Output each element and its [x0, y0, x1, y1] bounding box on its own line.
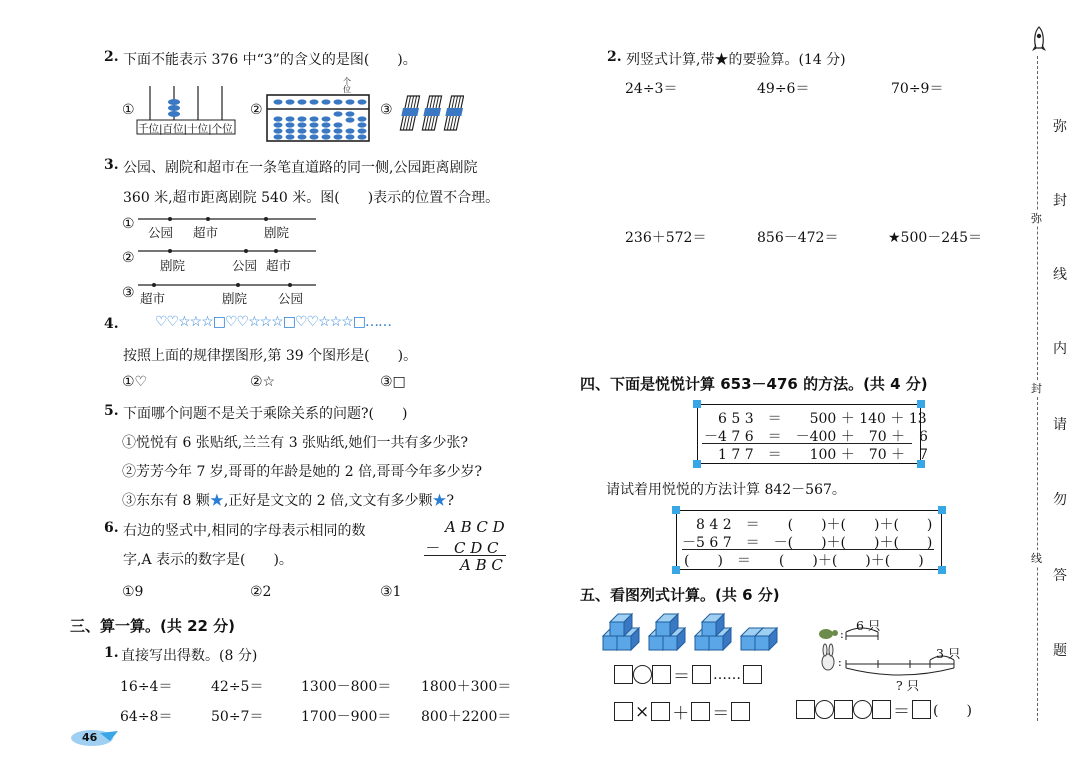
operator-circle[interactable]: [853, 700, 872, 719]
section5-heading: 五、看图列式计算。(共 6 分): [580, 586, 780, 604]
seal-char: 内: [1053, 341, 1067, 357]
q4-option2: ②☆: [250, 374, 276, 390]
q3-r1-label-b: 超市: [193, 225, 219, 240]
box-corner: [672, 506, 680, 514]
q32-r1c1: 24÷3＝: [625, 81, 678, 97]
counting-frame-labels: 千位|百位|十位|个位: [138, 123, 233, 135]
q6-option1: ①9: [122, 584, 144, 600]
method1-row3: 1 7 7 ＝ 100 ＋ 70 ＋ 7: [718, 447, 928, 463]
box-corner: [693, 400, 701, 408]
q2-option3-mark: ③: [380, 102, 393, 118]
answer-box[interactable]: [731, 702, 750, 721]
answer-box[interactable]: [834, 700, 853, 719]
seal-char: 勿: [1053, 492, 1067, 508]
q6-number: 6.: [104, 520, 119, 536]
q3-r2-mark: ②: [122, 250, 135, 266]
abacus-ones-label: 个位: [343, 77, 351, 94]
q4-pattern: ♡♡☆☆☆□♡♡☆☆☆□♡♡☆☆☆□……: [155, 314, 391, 330]
box-corner: [693, 460, 701, 468]
q3-line2: 360 米,超市距离剧院 540 米。图( )表示的位置不合理。: [123, 190, 500, 206]
q3-r2-label-b: 公园: [232, 258, 258, 273]
q6-vertical-row3: A B C: [460, 556, 503, 574]
q3-r2-label-c: 超市: [266, 258, 292, 273]
answer-box[interactable]: [691, 702, 710, 721]
page-number: 46: [82, 731, 98, 744]
q2-number: 2.: [104, 49, 119, 65]
box-corner: [917, 400, 925, 408]
q4-text: 按照上面的规律摆图形,第 39 个图形是( )。: [123, 348, 418, 364]
method2-row3: ( ) ＝ ( )＋( )＋( ): [684, 553, 924, 569]
q32-text: 列竖式计算,带★的要验算。(14 分): [626, 52, 846, 68]
q3-r3-label-c: 公园: [278, 291, 304, 306]
q31-r2c3: 1700－900＝: [301, 709, 392, 725]
q6-line2: 字,A 表示的数字是( )。: [123, 552, 293, 568]
q32-number: 2.: [607, 49, 622, 65]
answer-box[interactable]: [692, 665, 711, 684]
answer-box[interactable]: [614, 665, 633, 684]
box-corner: [938, 566, 946, 574]
operator-circle[interactable]: [815, 700, 834, 719]
equation-rabbit: ＝ ( ): [796, 697, 974, 722]
q3-line1: 公园、剧院和超市在一条笔直道路的同一侧,公园距离剧院: [123, 160, 478, 176]
operator-circle[interactable]: [633, 665, 652, 684]
cubes-figure: [601, 612, 786, 652]
q5-option-a: ①悦悦有 6 张贴纸,兰兰有 3 张贴纸,她们一共有多少张?: [122, 435, 469, 451]
q3-road2: [138, 246, 318, 256]
q31-r1c1: 16÷4＝: [120, 679, 173, 695]
answer-box[interactable]: [614, 702, 633, 721]
section3-heading: 三、算一算。(共 22 分): [70, 617, 236, 635]
rabbit-extra-label: 3 只: [936, 646, 961, 661]
q4-option1: ①♡: [122, 374, 148, 390]
blue-star-icon: ★: [432, 493, 447, 509]
seal-small-char: 封: [1031, 382, 1042, 395]
method1-row1: 6 5 3 ＝ 500 ＋ 140 ＋ 13: [718, 411, 927, 427]
q31-r1c3: 1300－800＝: [301, 679, 392, 695]
q31-r2c2: 50÷7＝: [211, 709, 264, 725]
seal-char: 弥: [1053, 119, 1067, 135]
sticks-bundles-figure: [396, 92, 464, 132]
q6-option2: ②2: [250, 584, 272, 600]
q6-vertical-row1: A B C D: [445, 518, 505, 536]
q31-r1c4: 1800＋300＝: [421, 679, 512, 695]
q32-r1c3: 70÷9＝: [891, 81, 944, 97]
q31-r2c1: 64÷8＝: [120, 709, 173, 725]
q6-vertical-row2: － C D C: [424, 539, 499, 557]
rocket-icon: [1030, 26, 1048, 54]
unknown-label: ? 只: [896, 678, 920, 693]
seal-char: 封: [1053, 193, 1067, 209]
equation-division: ＝ ……: [614, 662, 762, 687]
q3-r1-mark: ①: [122, 216, 135, 232]
q3-r3-mark: ③: [122, 285, 135, 301]
svg-text::: :: [838, 656, 842, 669]
section4-heading: 四、下面是悦悦计算 653－476 的方法。(共 4 分): [580, 375, 928, 393]
try-instruction: 请试着用悦悦的方法计算 842－567。: [606, 482, 846, 498]
q2-text: 下面不能表示 376 中“3”的含义的是图( )。: [123, 52, 417, 68]
q3-r1-label-a: 公园: [148, 225, 174, 240]
answer-box[interactable]: [872, 700, 891, 719]
q3-r3-label-a: 超市: [140, 291, 166, 306]
svg-text::: :: [840, 628, 844, 641]
answer-box[interactable]: [743, 665, 762, 684]
q32-r2c1: 236＋572＝: [625, 230, 707, 246]
q5-option-b: ②芳芳今年 7 岁,哥哥的年龄是她的 2 倍,哥哥今年多少岁?: [122, 464, 483, 480]
q6-option3: ③1: [380, 584, 402, 600]
seal-small-char: 线: [1031, 552, 1042, 565]
seal-small-char: 弥: [1031, 212, 1042, 225]
answer-box[interactable]: [652, 665, 671, 684]
box-corner: [938, 506, 946, 514]
box-corner: [672, 566, 680, 574]
method1-row2: －4 7 6 ＝ －400 ＋ 70 ＋ 6: [704, 429, 928, 445]
equation-check: × ＋ ＝: [614, 699, 750, 724]
answer-box[interactable]: [651, 702, 670, 721]
method2-row1: 8 4 2 ＝ ( )＋( )＋( ): [696, 517, 933, 533]
q3-r3-label-b: 剧院: [222, 291, 248, 306]
q32-r2c2: 856－472＝: [757, 230, 839, 246]
q5-option-c: ③东东有 8 颗★,正好是文文的 2 倍,文文有多少颗★?: [122, 493, 455, 509]
q31-text: 直接写出得数。(8 分): [121, 648, 258, 664]
q4-number: 4.: [104, 316, 119, 332]
q3-r2-label-a: 剧院: [160, 258, 186, 273]
q32-r2c3: ★500－245＝: [888, 230, 982, 246]
abacus-figure: [266, 94, 370, 144]
q6-line1: 右边的竖式中,相同的字母表示相同的数: [123, 523, 366, 539]
q2-option1-mark: ①: [122, 102, 135, 118]
method2-row2: －5 6 7 ＝ －( )＋( )＋( ): [682, 535, 933, 551]
turtle-count-label: 6 只: [856, 618, 881, 633]
q32-r1c2: 49÷6＝: [757, 81, 810, 97]
q2-option2-mark: ②: [250, 102, 263, 118]
seal-char: 答: [1053, 568, 1067, 584]
q31-r2c4: 800＋2200＝: [421, 709, 512, 725]
answer-box[interactable]: [796, 700, 815, 719]
q4-option3: ③□: [380, 374, 406, 390]
seal-char: 题: [1053, 643, 1067, 659]
q3-r1-label-c: 剧院: [264, 225, 290, 240]
seal-char: 线: [1053, 267, 1067, 283]
seal-char: 请: [1053, 417, 1067, 433]
q31-r1c2: 42÷5＝: [211, 679, 264, 695]
q5-text: 下面哪个问题不是关于乘除关系的问题?( ): [123, 406, 408, 422]
q31-number: 1.: [104, 645, 119, 661]
answer-box[interactable]: [912, 700, 931, 719]
q5-number: 5.: [104, 403, 119, 419]
blue-star-icon: ★: [209, 493, 224, 509]
q3-number: 3.: [104, 157, 119, 173]
